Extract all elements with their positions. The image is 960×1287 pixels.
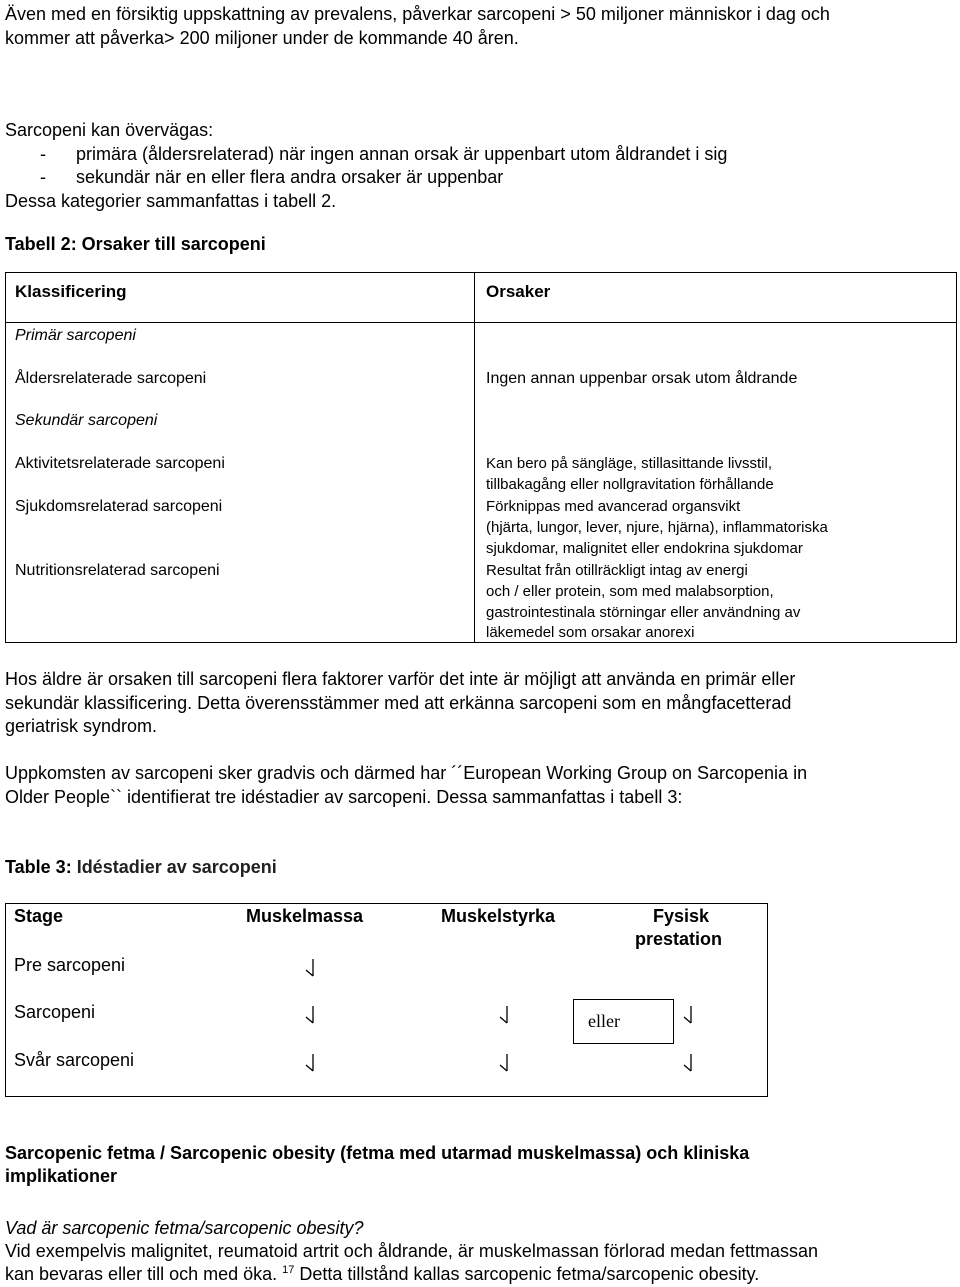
table2-cause-activity-1: Kan bero på sängläge, stillasittande livsstil, — [486, 455, 772, 472]
down-arrow-icon — [681, 1005, 695, 1025]
table3-header-fysisk: Fysisk — [653, 906, 710, 926]
table3-caption — [5, 857, 277, 878]
table2-row-age: Åldersrelaterade sarcopeni — [15, 370, 207, 387]
para1-line-2: sekundär klassificering. Detta överensstämmer med att erkänna sarcopeni som en mångfacetterad — [5, 693, 792, 713]
table2-cause-disease-2: (hjärta, lungor, lever, njure, hjärna), inflammatoriska — [486, 519, 828, 536]
down-arrow-icon — [681, 1053, 695, 1073]
table2-cause-disease-1: Förknippas med avancerad organsvikt — [486, 498, 741, 515]
table2-cause-age: Ingen annan uppenbar orsak utom åldrande — [486, 370, 798, 387]
table2-caption: Tabell 2: Orsaker till sarcopeni — [5, 234, 266, 254]
table2-cause-nutrition-2: och / eller protein, som med malabsorption, — [486, 583, 774, 600]
list-item: sekundär när en eller flera andra orsaker är uppenbar — [76, 167, 504, 187]
table2-cause-nutrition-3: gastrointestinala störningar eller användning av — [486, 604, 801, 621]
table2-header-orsaker: Orsaker — [486, 282, 551, 301]
intro-line-1: Även med en försiktig uppskattning av prevalens, påverkar sarcopeni > 50 miljoner människor i dag och — [5, 4, 830, 24]
intro-line-2: kommer att påverka> 200 miljoner under de kommande 40 åren. — [5, 28, 519, 48]
down-arrow-icon — [303, 1053, 317, 1073]
obesity-question: Vad är sarcopenic fetma/sarcopenic obesity? — [5, 1218, 364, 1238]
table3-row-pre-sarcopeni: Pre sarcopeni — [14, 955, 126, 975]
table3-row-svar-sarcopeni: Svår sarcopeni — [14, 1050, 135, 1070]
para2-line-1: Uppkomsten av sarcopeni sker gradvis och därmed har ´´European Working Group on Sarcopenia in — [5, 763, 808, 783]
table3-header-muskelmassa: Muskelmassa — [246, 906, 364, 926]
eller-box — [573, 999, 674, 1044]
obesity-line-2 — [5, 1263, 759, 1286]
para1-line-3: geriatrisk syndrom. — [5, 716, 158, 736]
obesity-line-2a: kan bevaras eller till och med öka. — [5, 1264, 278, 1284]
obesity-line-2b: Detta tillstånd kallas sarcopenic fetma/sarcopenic obesity. — [294, 1264, 760, 1284]
table2-cause-disease-3: sjukdomar, malignitet eller endokrina sjukdomar — [486, 540, 803, 557]
table3-row-sarcopeni: Sarcopeni — [14, 1002, 96, 1022]
table3-caption-prefix: Table 3: — [5, 857, 72, 877]
eller-label: eller — [588, 1011, 620, 1031]
list-dash: - — [40, 144, 46, 164]
table3-header-prestation: prestation — [635, 929, 723, 949]
consider-summary: Dessa kategorier sammanfattas i tabell 2. — [5, 191, 337, 211]
obesity-line-1: Vid exempelvis malignitet, reumatoid artrit och åldrande, är muskelmassan förlorad medan fettmassan — [5, 1241, 819, 1261]
consider-heading: Sarcopeni kan övervägas: — [5, 120, 214, 140]
table2-cause-nutrition-1: Resultat från otillräckligt intag av energi — [486, 562, 748, 579]
para2-line-2: Older People`` identifierat tre idéstadier av sarcopeni. Dessa sammanfattas i tabell 3: — [5, 787, 683, 807]
table2-group-secondary: Sekundär sarcopeni — [15, 412, 158, 429]
down-arrow-icon — [303, 958, 317, 978]
table2-header-klassificering: Klassificering — [15, 282, 127, 301]
para1-line-1: Hos äldre är orsaken till sarcopeni flera faktorer varför det inte är möjligt att använda en primär eller — [5, 669, 796, 689]
list-dash: - — [40, 167, 46, 187]
down-arrow-icon — [497, 1005, 511, 1025]
table3-header-stage: Stage — [14, 906, 64, 926]
obesity-heading-1: Sarcopenic fetma / Sarcopenic obesity (fetma med utarmad muskelmassa) och kliniska — [5, 1143, 750, 1163]
down-arrow-icon — [497, 1053, 511, 1073]
table3-caption-rest: Idéstadier av sarcopeni — [71, 857, 277, 877]
table3-header-muskelstyrka: Muskelstyrka — [441, 906, 556, 926]
down-arrow-icon — [303, 1005, 317, 1025]
table2-row-nutrition: Nutritionsrelaterad sarcopeni — [15, 562, 220, 579]
table2-row-disease: Sjukdomsrelaterad sarcopeni — [15, 498, 223, 515]
table2-cause-nutrition-4: läkemedel som orsakar anorexi — [486, 624, 695, 641]
table2-cause-activity-2: tillbakagång eller nollgravitation förhållande — [486, 476, 774, 493]
table2-row-activity: Aktivitetsrelaterade sarcopeni — [15, 455, 225, 472]
table2-group-primary: Primär sarcopeni — [15, 327, 136, 344]
obesity-heading-2: implikationer — [5, 1166, 118, 1186]
list-item: primära (åldersrelaterad) när ingen annan orsak är uppenbart utom åldrandet i sig — [76, 144, 728, 164]
footnote-ref: 17 — [282, 1264, 295, 1276]
